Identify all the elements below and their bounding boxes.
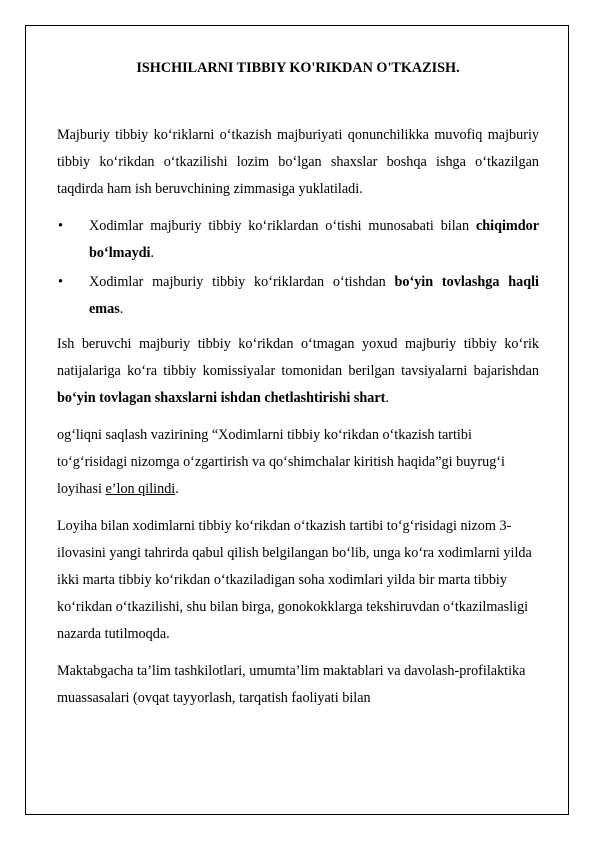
bullet-icon: • bbox=[58, 274, 63, 290]
bullet-list bbox=[57, 213, 539, 323]
document-title: ISHCHILARNI TIBBIY KO'RIKDAN O'TKAZISH. bbox=[136, 60, 460, 76]
paragraph-project: Loyiha bilan xodimlarni tibbiy ko‘rikdan o‘tkazish tartibi to‘g‘risidagi nizom 3-ilovasini yangi tahrirda qabul qilish belgilangan bo‘lib, unga ko‘ra xodimlarni yilda ikki marta tibbiy ko‘rikdan o‘tkaziladigan soha xodimlari yilda bir marta tibbiy ko‘rikdan o‘tkazilishi, shu bilan birga, gonokokklarga tekshiruvdan o‘tkazilmasligi nazarda tutilmoqda. bbox=[57, 518, 532, 642]
paragraph-institutions: Maktabgacha ta’lim tashkilotlari, umumta’lim maktablari va davolash-profilaktika muassasalari (ovqat tayyorlash, tarqatish faoliyati bilan bbox=[57, 663, 526, 706]
bullet-item-refuse bbox=[57, 269, 539, 323]
paragraph-text: Ish beruvchi majburiy tibbiy ko‘rikdan o‘tmagan yoxud majburiy tibbiy ko‘rik natijalariga ko‘ra tibbiy komissiyalar tomonidan berilgan tavsiyalarni bajarishdan bbox=[57, 336, 539, 379]
bullet-item-expense bbox=[57, 213, 539, 267]
paragraph-employer bbox=[57, 331, 539, 412]
bullet-tail: . bbox=[150, 245, 155, 261]
paragraph-tail: . bbox=[175, 481, 179, 497]
paragraph-bold-text: bo‘yin tovlagan shaxslarni ishdan chetlashtirishi shart bbox=[57, 390, 386, 406]
bullet-tail: . bbox=[119, 301, 124, 317]
paragraph-order-draft bbox=[57, 422, 539, 503]
paragraph-obligation: Majburiy tibbiy ko‘riklarni o‘tkazish majburiyati qonunchilikka muvofiq majburiy tibbiy ko‘rikdan o‘tkazilishi lozim bo‘lgan shaxslar boshqa ishga o‘tkazilgan taqdirda ham ish beruvchining zimmasiga yuklatiladi. bbox=[57, 127, 539, 197]
paragraph-text: og‘liqni saqlash vazirining “Xodimlarni tibbiy ko‘rikdan o‘tkazish tartibi to‘g‘risidagi nizomga o‘zgartirish va qo‘shimchalar kiritish haqida”gi buyrug‘i loyihasi bbox=[57, 427, 505, 497]
paragraph-tail: . bbox=[385, 390, 389, 406]
bullet-text: Xodimlar majburiy tibbiy ko‘riklardan o‘tishi munosabati bilan bbox=[89, 218, 476, 234]
document-body bbox=[57, 58, 539, 722]
bullet-bold-text: bo‘yin tovlashga haqli emas bbox=[89, 274, 539, 317]
bullet-bold-text: chiqimdor bo‘lmaydi bbox=[89, 218, 539, 261]
announcement-link[interactable]: e’lon qilindi bbox=[105, 481, 176, 497]
bullet-icon: • bbox=[58, 218, 63, 234]
bullet-text: Xodimlar majburiy tibbiy ko‘riklardan o‘tishdan bbox=[89, 274, 395, 290]
